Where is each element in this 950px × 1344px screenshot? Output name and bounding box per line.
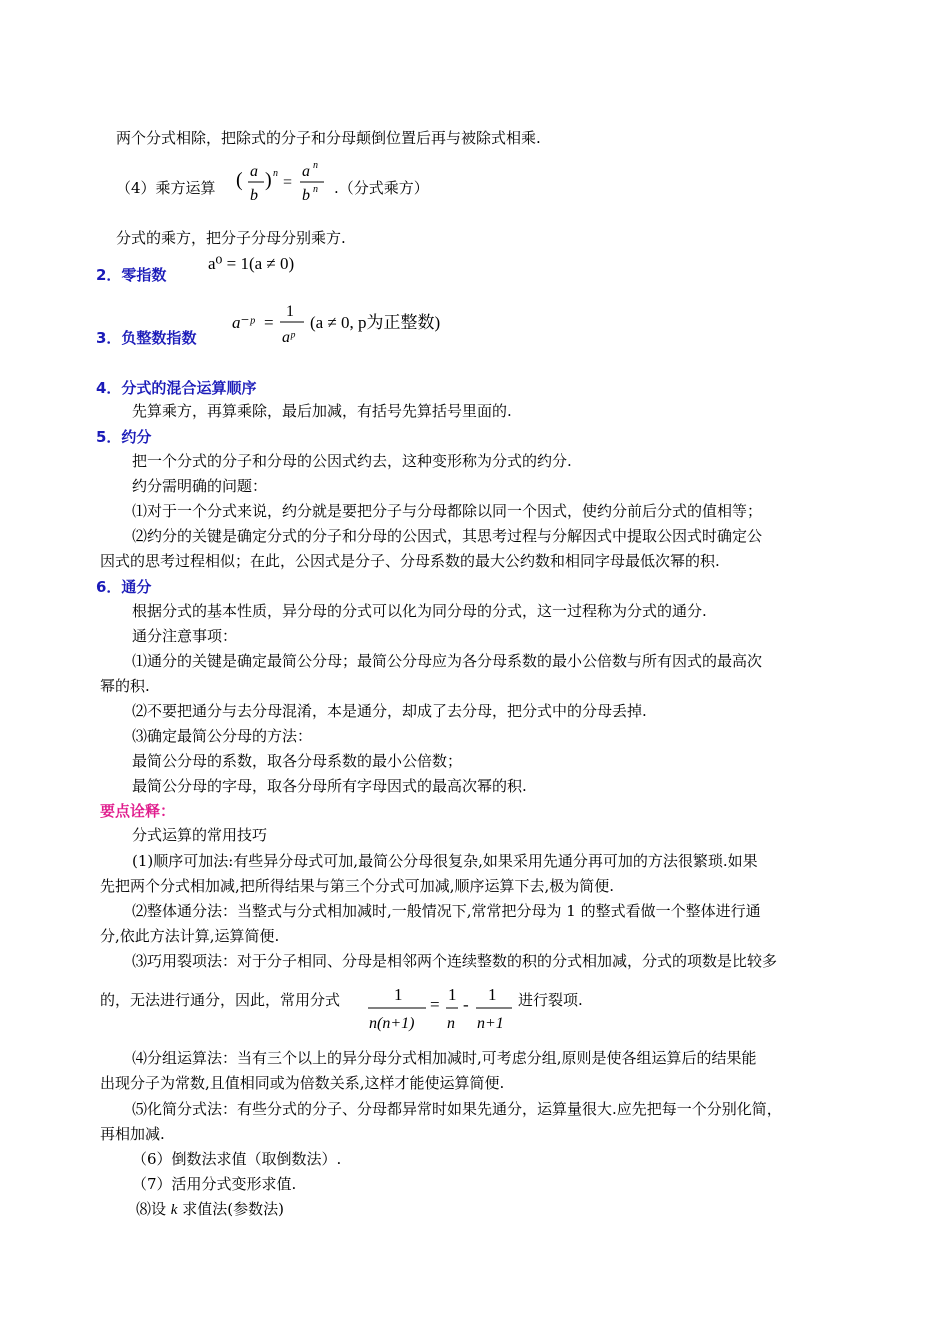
svg-text:n: n [313, 184, 318, 195]
paragraph: 幂的积. [100, 677, 150, 695]
var-a: a [250, 163, 258, 180]
paragraph: ⑵整体通分法：当整式与分式相加减时,一般情况下,常常把分母为 1 的整式看做一个整体进行通 [132, 902, 761, 920]
key-points-title: 要点诠释： [100, 802, 176, 820]
section-5-title: 5．约分 [96, 428, 152, 446]
paragraph: 分式运算的常用技巧 [132, 826, 268, 844]
paragraph: 出现分子为常数,且值相同或为倍数关系,这样才能使运算简便. [100, 1074, 505, 1092]
negative-exponent-formula [230, 298, 470, 350]
paragraph: ⑶巧用裂项法：对于分子相同、分母是相邻两个连续整数的积的分式相加减，分式的项数是比较多 [132, 952, 778, 970]
zero-exponent-formula: a⁰ = 1(a ≠ 0) [208, 254, 295, 273]
svg-text:n: n [273, 168, 278, 179]
svg-text:=: = [264, 313, 274, 332]
section-2-title: 2．零指数 [96, 266, 167, 284]
paragraph: ⑵约分的关键是确定分式的分子和分母的公因式，其思考过程与分解因式中提取公因式时确定公 [132, 527, 763, 545]
paragraph: ⑶确定最简公分母的方法： [132, 727, 313, 745]
paragraph: ⑴对于一个分式来说，约分就是要把分子与分母都除以同一个因式，使约分前后分式的值相等； [132, 502, 763, 520]
paragraph: 的，无法进行通分，因此，常用分式 [100, 991, 341, 1009]
paragraph: ⑵不要把通分与去分母混淆，本是通分，却成了去分母，把分式中的分母丢掉. [132, 702, 647, 720]
paragraph: 先把两个分式相加减,把所得结果与第三个分式可加减,顺序运算下去,极为简便. [100, 877, 615, 895]
paragraph: 先算乘方，再算乘除，最后加减，有括号先算括号里面的. [132, 402, 512, 420]
paragraph: 两个分式相除，把除式的分子和分母颠倒位置后再与被除式相乘. [116, 129, 541, 147]
paragraph: ⑴通分的关键是确定最简公分母；最简公分母应为各分母系数的最小公倍数与所有因式的最高次 [132, 652, 763, 670]
paragraph: (1)顺序可加法:有些异分母式可加,最简公分母很复杂,如果采用先通分再可加的方法很繁琐.如果 [132, 852, 758, 870]
paragraph: 再相加减. [100, 1125, 165, 1143]
section-3-title: 3．负整数指数 [96, 329, 197, 347]
paragraph: ⑸化简分式法：有些分式的分子、分母都异常时如果先通分，运算量很大.应先把每一个分别化简， [132, 1100, 782, 1118]
svg-text:aᵖ: aᵖ [282, 329, 295, 346]
power-rule-label: （4）乘方运算 [116, 179, 216, 197]
paragraph: 分式的乘方，把分子分母分别乘方. [116, 229, 346, 247]
paragraph: 进行裂项. [518, 991, 583, 1009]
svg-text:1: 1 [488, 985, 497, 1004]
svg-text:1: 1 [286, 303, 294, 320]
paragraph: 通分注意事项： [132, 627, 238, 645]
svg-text:(a ≠ 0, p为正整数): (a ≠ 0, p为正整数) [310, 313, 441, 332]
svg-text:=: = [283, 174, 293, 191]
svg-text:a⁻ᵖ: a⁻ᵖ [232, 313, 255, 332]
var-b: b [250, 187, 258, 204]
section-6-title: 6．通分 [96, 578, 152, 596]
partial-fraction-formula [366, 978, 520, 1034]
svg-text:-: - [463, 995, 469, 1014]
paragraph: ⑷分组运算法：当有三个以上的异分母分式相加减时,可考虑分组,原则是使各组运算后的结果能 [132, 1049, 757, 1067]
svg-text:n+1: n+1 [477, 1015, 504, 1032]
paragraph: 根据分式的基本性质，异分母的分式可以化为同分母的分式，这一过程称为分式的通分. [132, 602, 707, 620]
svg-text:a: a [302, 163, 310, 180]
svg-text:1: 1 [394, 985, 403, 1004]
paragraph: （7）活用分式变形求值. [132, 1175, 297, 1193]
paragraph: 约分需明确的问题： [132, 477, 268, 495]
paragraph: 最简公分母的字母，取各分母所有字母因式的最高次幂的积. [132, 777, 527, 795]
paragraph: ⑻设 k 求值法(参数法) [136, 1200, 284, 1218]
svg-text:b: b [302, 187, 310, 204]
svg-text:n: n [447, 1015, 455, 1032]
section-4-title: 4．分式的混合运算顺序 [96, 379, 257, 397]
svg-text:): ) [265, 169, 272, 191]
svg-text:(: ( [236, 169, 243, 191]
svg-text:=: = [430, 995, 440, 1014]
paragraph: 因式的思考过程相似；在此，公因式是分子、分母系数的最大公约数和相同字母最低次幂的积. [100, 552, 720, 570]
svg-text:n: n [313, 160, 318, 171]
power-rule-note: .（分式乘方） [334, 179, 429, 197]
paragraph: 把一个分式的分子和分母的公因式约去，这种变形称为分式的约分. [132, 452, 572, 470]
paragraph: （6）倒数法求值（取倒数法）. [132, 1150, 342, 1168]
paragraph: 分,依此方法计算,运算简便. [100, 927, 280, 945]
power-rule-formula [236, 156, 336, 210]
paragraph: 最简公分母的系数，取各分母系数的最小公倍数； [132, 752, 463, 770]
svg-text:1: 1 [448, 985, 457, 1004]
svg-text:n(n+1): n(n+1) [369, 1015, 415, 1032]
